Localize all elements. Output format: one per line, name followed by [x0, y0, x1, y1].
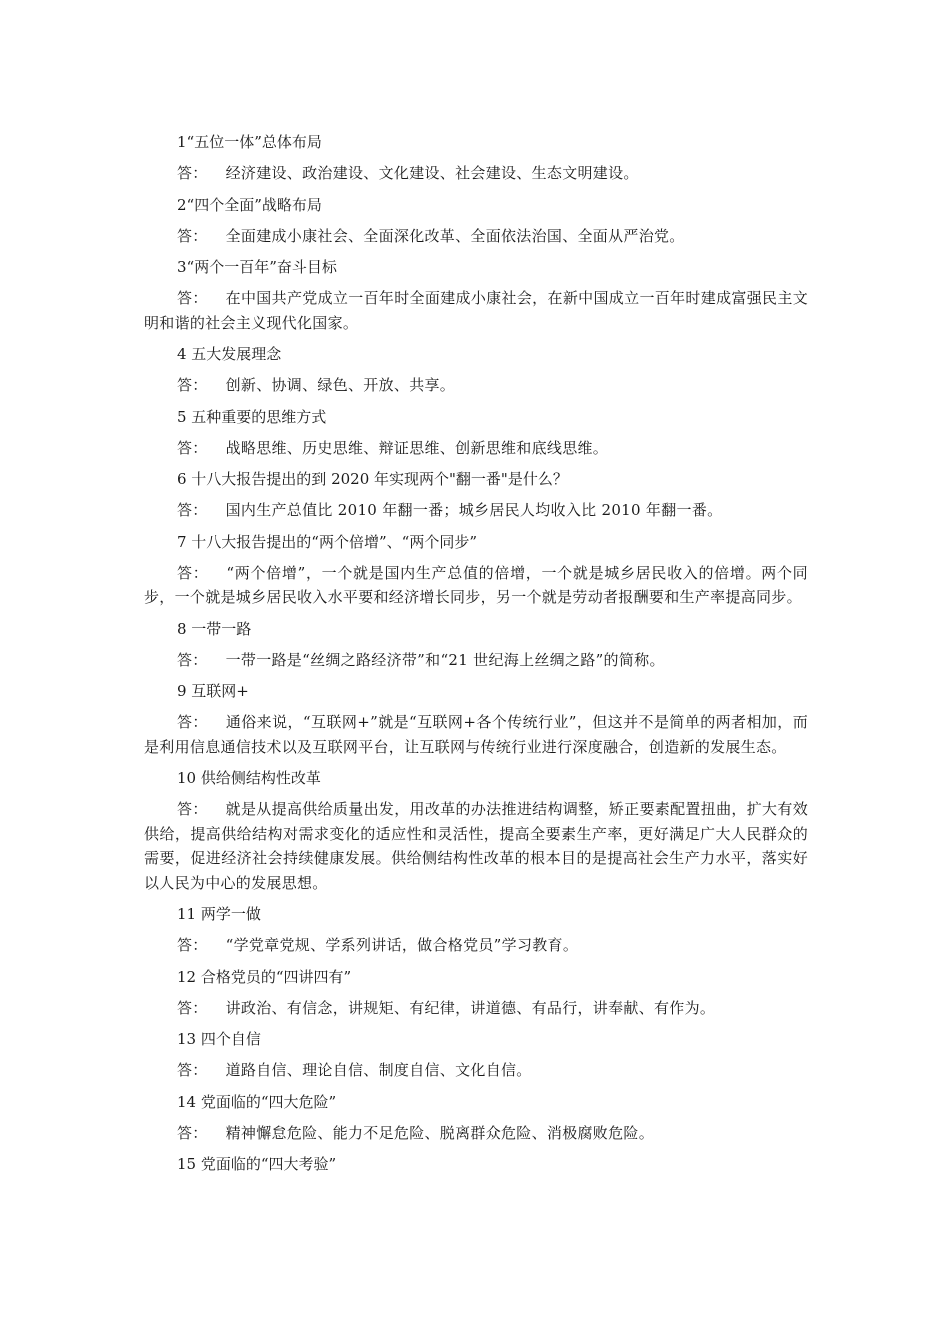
question-title: 12 合格党员的“四讲四有”	[177, 967, 352, 986]
answer-text	[144, 373, 808, 398]
qa-item-9	[144, 679, 808, 759]
question-title: 3“两个一百年”奋斗目标	[177, 258, 337, 276]
answer-text	[144, 1058, 808, 1083]
answer-label: 答：	[177, 713, 208, 731]
answer-label: 答：	[177, 1123, 208, 1142]
question-title: 14 党面临的“四大危险”	[177, 1092, 337, 1111]
answer-body: 就是从提高供给质量出发，用改革的办法推进结构调整，矫正要素配置扭曲，扩大有效供给，提高供给结构对需求变化的适应性和灵活性，提高全要素生产率，更好满足广大人民群众的需要，促进经济社会持续健康发展。供给侧结构性改革的根本目的是提高社会生产力水平，落实好以人民为中心的发展思想。	[144, 800, 808, 892]
answer-body: 通俗来说，“互联网+”就是“互联网+各个传统行业”，但这并不是简单的两者相加，而是利用信息通信技术以及互联网平台，让互联网与传统行业进行深度融合，创造新的发展生态。	[144, 713, 808, 756]
question-title: 4 五大发展理念	[177, 345, 282, 363]
qa-item-14	[144, 1090, 808, 1146]
answer-body: 国内生产总值比 2010 年翻一番；城乡居民人均收入比 2010 年翻一番。	[225, 501, 723, 519]
qa-item-3	[144, 255, 808, 335]
qa-list	[144, 130, 808, 1183]
qa-item-13	[144, 1027, 808, 1083]
qa-item-15	[144, 1152, 808, 1176]
answer-body: 一带一路是“丝绸之路经济带”和“21 世纪海上丝绸之路”的简称。	[225, 650, 665, 669]
question-title: 8 一带一路	[177, 619, 252, 638]
qa-item-10	[144, 766, 808, 895]
question-title: 10 供给侧结构性改革	[177, 769, 321, 787]
qa-item-2	[144, 193, 808, 249]
answer-label: 答：	[177, 998, 208, 1017]
answer-label: 答：	[177, 501, 208, 519]
answer-body: “学党章党规、学系列讲话，做合格党员”学习教育。	[225, 936, 579, 954]
answer-body: 道路自信、理论自信、制度自信、文化自信。	[225, 1061, 532, 1079]
qa-item-11	[144, 902, 808, 958]
answer-text	[144, 1121, 808, 1146]
answer-body: 经济建设、政治建设、文化建设、社会建设、生态文明建设。	[225, 164, 639, 182]
answer-label: 答：	[177, 289, 208, 307]
qa-item-5	[144, 405, 808, 461]
question-title: 11 两学一做	[177, 905, 261, 923]
answer-body: “两个倍增”，一个就是国内生产总值的倍增，一个就是城乡居民收入的倍增。两个同步，一个就是城乡居民收入水平要和经济增长同步，另一个就是劳动者报酬要和生产率提高同步。	[144, 563, 808, 606]
answer-text	[144, 498, 808, 523]
question-title: 2“四个全面”战略布局	[177, 195, 322, 214]
qa-item-4	[144, 342, 808, 398]
answer-text	[144, 436, 808, 461]
answer-label: 答：	[177, 563, 209, 582]
answer-text	[144, 286, 808, 335]
answer-text	[144, 561, 808, 610]
qa-item-6	[144, 467, 808, 523]
qa-item-1	[144, 130, 808, 186]
question-title: 9 互联网+	[177, 682, 249, 700]
answer-body: 战略思维、历史思维、辩证思维、创新思维和底线思维。	[225, 438, 609, 457]
answer-text	[144, 797, 808, 895]
answer-text	[144, 161, 808, 186]
answer-body: 全面建成小康社会、全面深化改革、全面依法治国、全面从严治党。	[225, 226, 685, 245]
answer-label: 答：	[177, 800, 208, 818]
answer-text	[144, 224, 808, 249]
question-title: 7 十八大报告提出的“两个倍增”、“两个同步”	[177, 532, 477, 551]
answer-label: 答：	[177, 226, 208, 245]
question-title: 6 十八大报告提出的到 2020 年实现两个"翻一番"是什么？	[177, 470, 568, 488]
qa-item-8	[144, 617, 808, 673]
question-title: 5 五种重要的思维方式	[177, 407, 327, 426]
answer-text	[144, 710, 808, 759]
answer-label: 答：	[177, 164, 208, 182]
answer-body: 创新、协调、绿色、开放、共享。	[225, 376, 456, 394]
answer-label: 答：	[177, 376, 208, 394]
question-title: 13 四个自信	[177, 1030, 261, 1048]
answer-label: 答：	[177, 438, 208, 457]
answer-text	[144, 648, 808, 673]
question-title: 15 党面临的“四大考验”	[177, 1155, 337, 1173]
answer-label: 答：	[177, 650, 208, 669]
answer-body: 在中国共产党成立一百年时全面建成小康社会，在新中国成立一百年时建成富强民主文明和谐的社会主义现代化国家。	[144, 289, 808, 332]
answer-text	[144, 996, 808, 1021]
answer-label: 答：	[177, 1061, 208, 1079]
answer-text	[144, 933, 808, 958]
answer-body: 精神懈怠危险、能力不足危险、脱离群众危险、消极腐败危险。	[225, 1123, 655, 1142]
answer-label: 答：	[177, 936, 208, 954]
answer-body: 讲政治、有信念，讲规矩、有纪律，讲道德、有品行，讲奉献、有作为。	[225, 998, 716, 1017]
question-title: 1“五位一体”总体布局	[177, 133, 322, 151]
qa-item-12	[144, 965, 808, 1021]
qa-item-7	[144, 530, 808, 610]
